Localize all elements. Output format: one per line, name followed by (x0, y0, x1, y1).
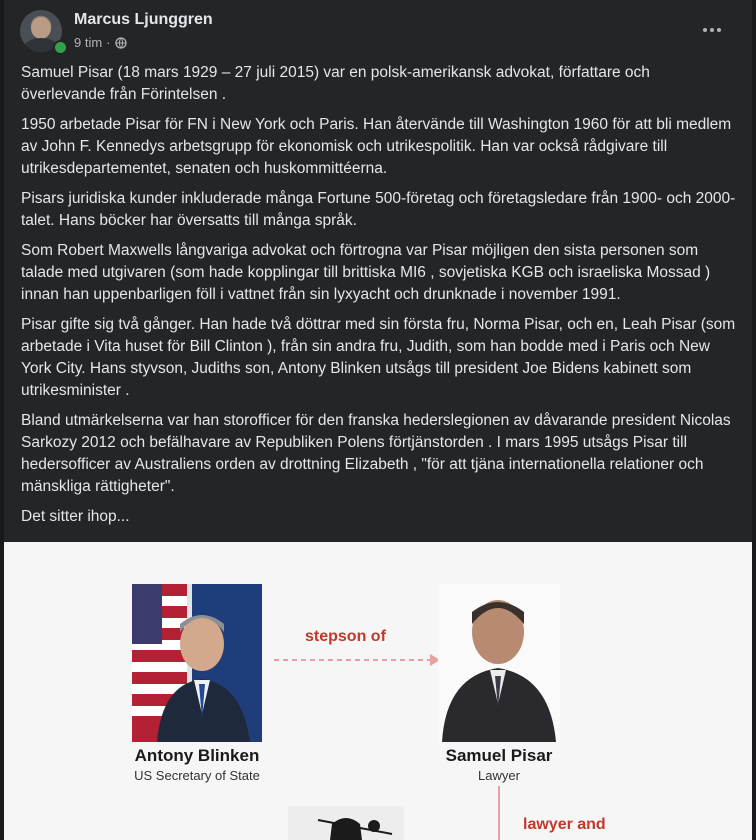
right-person-role: Lawyer (478, 768, 520, 783)
right-person-name: Samuel Pisar (445, 746, 553, 765)
author-name[interactable]: Marcus Ljunggren (74, 11, 213, 28)
post-meta (74, 35, 127, 50)
post-text (21, 62, 737, 536)
blinken-photo (132, 584, 262, 742)
relation-bottom-label: lawyer and (523, 816, 606, 833)
post-paragraph: Som Robert Maxwells långvariga advokat och förtrogna var Pisar möjligen den sista personen som talade med utgivaren (som hade kopplingar till brittiska MI6 , sovjetiska KGB och israeliska Mossad ) innan han uppenbarligen föll i vattnet från sin lyxyacht och drunknade i november 1991. (21, 242, 711, 303)
post-card (4, 0, 752, 840)
post-paragraph: Samuel Pisar (18 mars 1929 – 27 juli 2015) var en polsk-amerikansk advokat, författare och överlevande från Förintelsen . (21, 64, 650, 103)
globe-icon[interactable] (115, 37, 127, 49)
post-paragraph: Pisar gifte sig två gånger. Han hade två döttrar med sin första fru, Norma Pisar, och en, Leah Pisar (som arbetade i Vita huset för Bill Clinton ), från sin andra fru, Judith, som han bodde med i Paris och New York City. Hans styvson, Judiths son, Antony Blinken utsågs till president Joe Bidens kabinett som utrikesminister . (21, 316, 736, 399)
pisar-photo (438, 584, 560, 742)
bottom-photo (288, 806, 404, 840)
post-time[interactable]: 9 tim (74, 35, 103, 50)
post-header (4, 0, 752, 62)
left-person-role: US Secretary of State (134, 768, 260, 783)
relation-top-label: stepson of (305, 628, 386, 645)
post-image[interactable] (4, 542, 752, 840)
post-paragraph: 1950 arbetade Pisar för FN i New York och Paris. Han återvände till Washington 1960 för att bli medlem av John F. Kennedys arbetsgrupp för ekonomisk och utrikespolitik. Han var också rådgivare till utrikesdepartementet, senaten och huskommittéerna. (21, 116, 732, 177)
relation-arrow (274, 650, 444, 670)
online-status-indicator (53, 40, 68, 55)
more-options-icon[interactable] (694, 18, 730, 42)
post-paragraph: Pisars juridiska kunder inkluderade många Fortune 500-företag och företagsledare från 1900- och 2000-talet. Hans böcker har översatts till många språk. (21, 190, 736, 229)
post-paragraph: Bland utmärkelserna var han storofficer för den franska hederslegionen av dåvarande president Nicolas Sarkozy 2012 och befälhavare av Republiken Polens förtjänstorden . I mars 1995 utsågs Pisar till hedersofficer av Australiens orden av drottning Elizabeth , "för att tjäna internationella relationer och mänskliga rättigheter". (21, 412, 731, 495)
meta-separator: · (106, 35, 111, 50)
left-person-name: Antony Blinken (134, 746, 260, 765)
post-paragraph: Det sitter ihop... (21, 508, 130, 525)
connector-line (498, 786, 500, 840)
